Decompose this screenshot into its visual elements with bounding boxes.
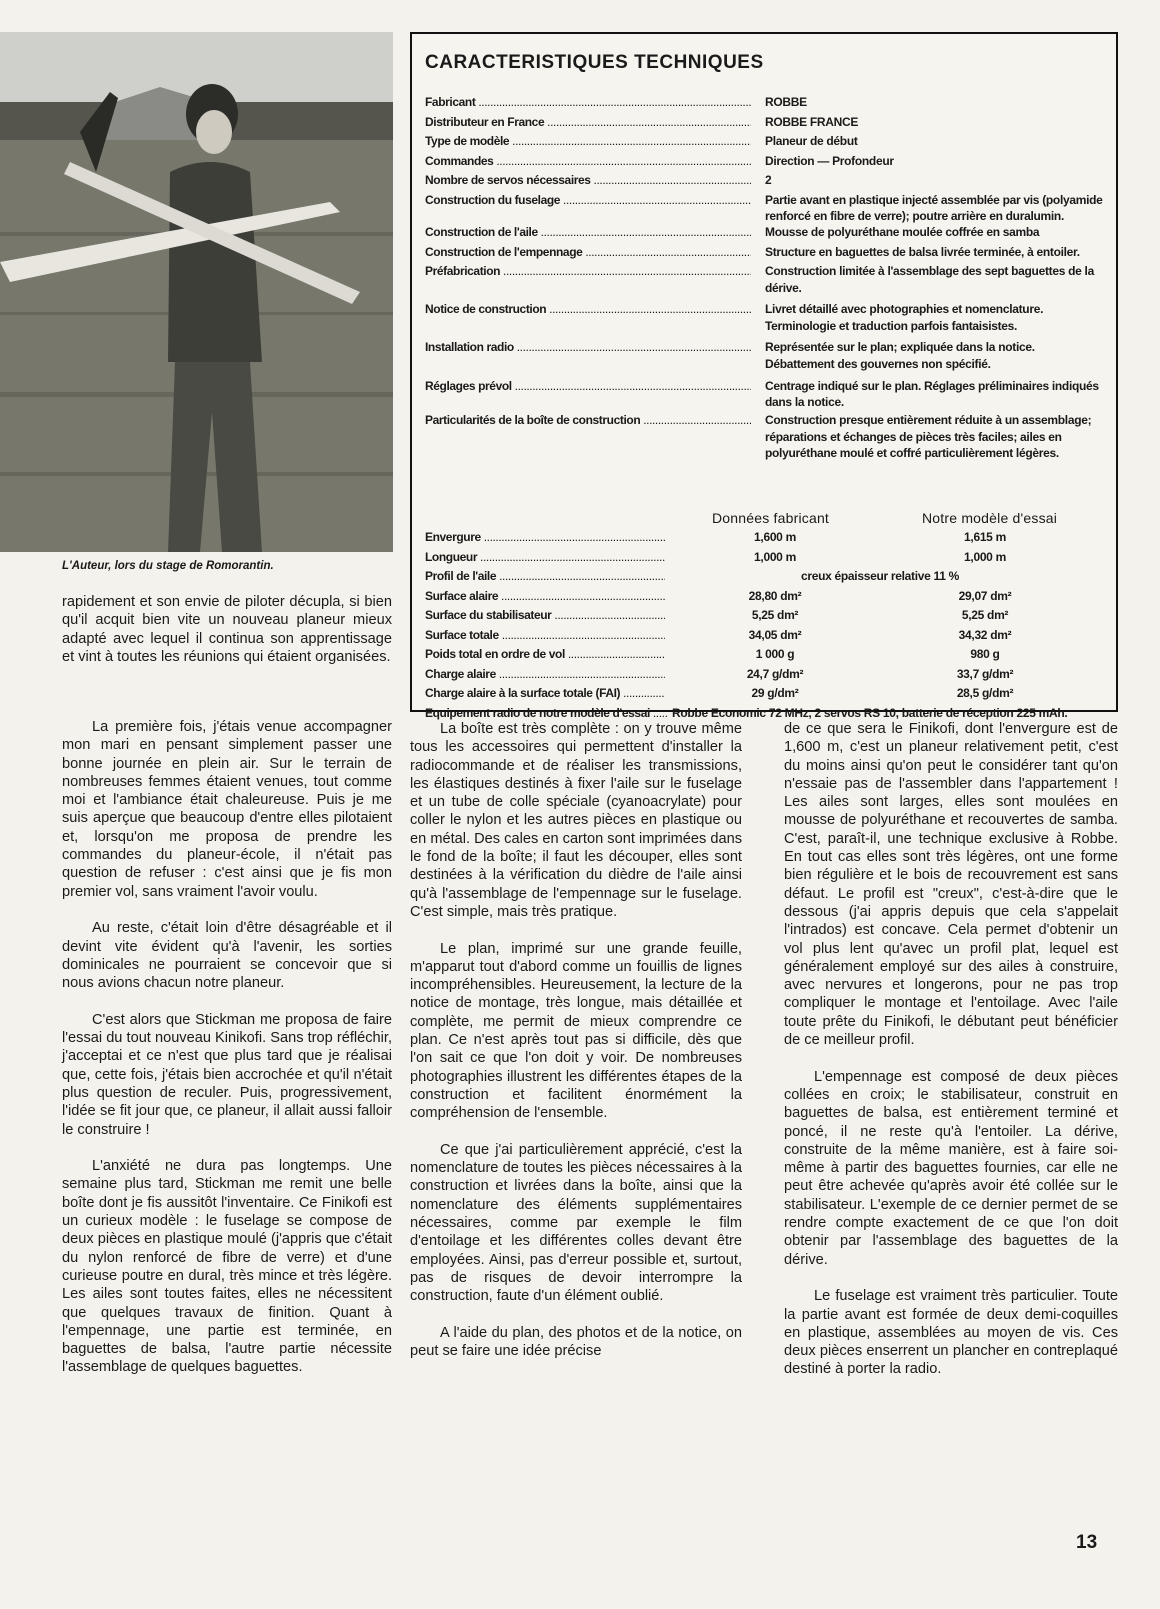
article-column-1-top bbox=[62, 593, 392, 684]
spec-value: 2 bbox=[765, 173, 772, 187]
article-paragraph: C'est alors que Stickman me proposa de faire l'essai du tout nouveau Kinikofi. Sans trop réfléchir, j'acceptai et ce n'est que plus tard que je réalisai que, cette fois, j'étais bien accrochée et qu'il n'était plus question de reculer. Puis, progressivement, l'idée se fit jour que, ce planeur, il allait aussi falloir le construire ! bbox=[62, 1011, 392, 1138]
dims-label: Surface alaire ..... bbox=[425, 589, 665, 603]
spec-row bbox=[425, 339, 1107, 372]
dims-value-manufacturer: 29 g/dm² bbox=[751, 686, 799, 700]
dims-label: Surface du stabilisateur ..... bbox=[425, 608, 665, 622]
dims-label: Charge alaire ..... bbox=[425, 667, 665, 681]
spec-label: Construction de l'aile ..... bbox=[425, 224, 751, 241]
photo-caption: L'Auteur, lors du stage de Romorantin. bbox=[62, 560, 274, 572]
article-column-1 bbox=[62, 718, 392, 1395]
article-paragraph: L'empennage est composé de deux pièces collées en croix; le stabilisateur, construit en baguettes de balsa, est entièrement terminé et poncé, il ne reste qu'à l'entoiler. La dérive, construite de la même manière, est à faire soi-même à partir des baguettes fournies, car elle ne peut être achevée qu'après avoir été collée sur le stabilisateur. L'exemple de ce dernier permet de se rendre compte exactement de ce que l'on doit obtenir par l'assemblage des baguettes de la dérive. bbox=[784, 1068, 1118, 1268]
article-paragraph: L'anxiété ne dura pas longtemps. Une semaine plus tard, Stickman me remit une belle boîte dont je fis aussitôt l'inventaire. Ce Finikofi est un curieux modèle : le fuselage se compose de deux pièces en plastique moulé (j'appris que c'était du nylon renforcé de fibre de verre) et d'une curieuse poutre en dural, très mince et très légère. Les ailes sont toutes faites, elles ne nécessitent que quelques travaux de finition. Quant à l'empennage, une partie est terminée, en baguettes de balsa, l'autre partie nécessite l'assemblage de quelques baguettes. bbox=[62, 1158, 392, 1376]
spec-value: Partie avant en plastique injecté assemblée par vis (polyamide renforcé en fibre de verre); poutre arrière en duralumin. bbox=[765, 192, 1103, 223]
spec-label: Particularités de la boîte de construction ..... bbox=[425, 412, 751, 429]
dims-label: Charge alaire à la surface totale (FAI) ..... bbox=[425, 686, 665, 700]
dims-label: Poids total en ordre de vol ..... bbox=[425, 647, 665, 661]
spec-value: ROBBE bbox=[765, 95, 807, 109]
dims-header-manufacturer: Données fabricant bbox=[712, 510, 830, 526]
spec-row bbox=[425, 94, 1107, 111]
spec-value: Livret détaillé avec photographies et nomenclature. Terminologie et traduction parfois fantaisistes. bbox=[765, 302, 1044, 333]
dims-value-test-model: 28,5 g/dm² bbox=[956, 686, 1014, 700]
spec-row bbox=[425, 172, 1107, 189]
spec-row bbox=[425, 263, 1107, 296]
dims-value-test-model: 1,615 m bbox=[964, 530, 1006, 544]
author-photo bbox=[0, 32, 393, 552]
dims-row bbox=[425, 550, 1107, 570]
dims-value-manufacturer: 1,000 m bbox=[754, 549, 796, 564]
spec-value: Structure en baguettes de balsa livrée terminée, à entoiler. bbox=[765, 244, 1080, 259]
dims-value-test-model: 1,000 m bbox=[964, 549, 1006, 564]
article-paragraph: Au reste, c'était loin d'être désagréable et il devint vite évident qu'à l'avenir, les sorties dominicales ne pourraient se concevoir que si nous avions chacun notre planeur. bbox=[62, 920, 392, 992]
spec-label: Préfabrication ..... bbox=[425, 263, 751, 280]
spec-label: Fabricant ..... bbox=[425, 94, 751, 111]
article-paragraph: La boîte est très complète : on y trouve même tous les accessoires qui permettent d'installer la radiocommande et de réaliser les transmissions, les élastiques destinés à fixer l'aile sur le fuselage et un tube de colle spéciale (cyanoacrylate) pour coller le nylon et les autres pièces en plastique ou en métal. Des cales en carton sont imprimées dans le fond de la boîte; il faut les découper, elles sont destinées à la vérification du dièdre de l'aile ainsi qu'à l'assemblage de l'empennage sur le fuselage. C'est simple, mais très pratique. bbox=[410, 721, 742, 920]
spec-row bbox=[425, 133, 1107, 150]
dims-label: Equipement radio de notre modèle d'essai ..... bbox=[425, 706, 667, 720]
spec-row bbox=[425, 301, 1107, 334]
spec-label: Distributeur en France ..... bbox=[425, 114, 751, 131]
dims-row bbox=[425, 569, 1107, 589]
dims-row bbox=[425, 686, 1107, 706]
spec-row bbox=[425, 244, 1107, 261]
article-paragraph: de ce que sera le Finikofi, dont l'envergure est de 1,600 m, c'est un planeur relativement petit, c'est du moins ainsi qu'on peut le considérer tant qu'on n'essaie pas de l'assembler dans l'appartement ! Les ailes sont larges, elles sont moulées en mousse de polyuréthane et recouvertes de samba. C'est, paraît-il, une technique exclusive à Robbe. En tout cas elles sont très légères, ont une forme bien régulière et le bois de recouvrement est sans défaut. Le profil est "creux", c'est-à-dire que le dessous (j'ai appris depuis que cela s'appelait l'intrados) est concave. Cela permet d'obtenir un vol plus lent qu'avec un profil plat, lequel est généralement employé sur des ailes à construire, avec nervures et longerons, pour ne pas trop compliquer le montage et l'entoilage. Avec l'aile toute prête du Finikofi, le débutant peut bénéficier de ce meilleur profil. bbox=[784, 721, 1118, 1049]
dims-label: Longueur ..... bbox=[425, 550, 665, 564]
page-number: 13 bbox=[1076, 1532, 1098, 1553]
dims-label: Surface totale ..... bbox=[425, 628, 665, 642]
dims-value-manufacturer: 34,05 dm² bbox=[748, 627, 802, 642]
spec-row bbox=[425, 114, 1107, 131]
dims-value-manufacturer: 5,25 dm² bbox=[751, 608, 799, 622]
dims-value-test-model: 980 g bbox=[970, 647, 1000, 661]
article-paragraph: La première fois, j'étais venue accompagner mon mari en pensant simplement passer une bonne journée en plein air. Sur le terrain de nombreuses femmes étaient venues, tout comme moi et l'ambiance était chaleureuse. Puis je me suis aperçue que beaucoup d'entre elles pilotaient et, lorsqu'on me proposa de prendre les commandes du planeur-école, il n'était pas question de refuser : c'est ainsi que je fis mon premier vol, sans vraiment l'avoir voulu. bbox=[62, 719, 392, 900]
spec-label: Notice de construction ..... bbox=[425, 301, 751, 318]
spec-label: Nombre de servos nécessaires ..... bbox=[425, 172, 751, 189]
article-column-2 bbox=[410, 720, 742, 1379]
dims-row bbox=[425, 589, 1107, 609]
dims-value-test-model: 29,07 dm² bbox=[958, 588, 1012, 603]
dims-row bbox=[425, 628, 1107, 648]
spec-label: Commandes ..... bbox=[425, 153, 751, 170]
dims-row bbox=[425, 530, 1107, 550]
dims-value-manufacturer: 28,80 dm² bbox=[748, 588, 802, 603]
spec-value: Centrage indiqué sur le plan. Réglages préliminaires indiqués dans la notice. bbox=[765, 378, 1099, 409]
spec-row bbox=[425, 412, 1107, 462]
dims-value-manufacturer: 24,7 g/dm² bbox=[746, 666, 804, 681]
spec-value: Mousse de polyuréthane moulée coffrée en samba bbox=[765, 225, 1040, 239]
article-paragraph: Le plan, imprimé sur une grande feuille, m'apparut tout d'abord comme un fouillis de lignes incompréhensibles. Heureusement, la lecture de la notice de montage, très longue, mais détaillée et complète, me permit de mieux comprendre ce plan. Ce n'est après tout pas si difficile, dès que l'on sait ce que l'on doit y voir. De nombreuses photographies illustrent les différentes étapes de la construction et facilitent énormément la compréhension de l'ensemble. bbox=[410, 940, 742, 1122]
article-paragraph: Ce que j'ai particulièrement apprécié, c'est la nomenclature de toutes les pièces nécessaires à la construction et livrées dans la boîte, ainsi que la nomenclature des éléments supplémentaires nécessaires, comme par exemple le film d'entoilage et les différentes colles devant être employées. Ainsi, pas d'erreur possible et, surtout, pas de risques de devoir interrompre la construction, faute d'un élément oublié. bbox=[410, 1141, 742, 1305]
spec-value: Construction presque entièrement réduite à un assemblage; réparations et échanges de pièces très faciles; ailes en polyuréthane moulé et coffré particulièrement légères. bbox=[765, 413, 1092, 460]
article-paragraph: A l'aide du plan, des photos et de la notice, on peut se faire une idée précise bbox=[410, 1324, 742, 1360]
spec-value: Construction limitée à l'assemblage des sept baguettes de la dérive. bbox=[765, 264, 1094, 295]
spec-row bbox=[425, 153, 1107, 170]
spec-row bbox=[425, 192, 1107, 225]
dims-table bbox=[425, 530, 1107, 725]
specs-title: CARACTERISTIQUES TECHNIQUES bbox=[425, 52, 764, 73]
dims-value-span: creux épaisseur relative 11 % bbox=[800, 569, 960, 583]
spec-label: Construction du fuselage ..... bbox=[425, 192, 751, 209]
dims-row bbox=[425, 647, 1107, 667]
dims-label: Profil de l'aile ..... bbox=[425, 569, 665, 583]
spec-row bbox=[425, 378, 1107, 411]
spec-label: Type de modèle ..... bbox=[425, 133, 751, 150]
spec-label: Réglages prévol ..... bbox=[425, 378, 751, 395]
photo-illustration bbox=[0, 32, 393, 552]
dims-value-span: Robbe Economic 72 MHz, 2 servos RS 10, batterie de réception 225 mAh. bbox=[672, 705, 1068, 720]
spec-value: ROBBE FRANCE bbox=[765, 114, 859, 129]
article-paragraph: Le fuselage est vraiment très particulier. Toute la partie avant est formée de deux demi-coquilles en plastique, assemblées au moyen de vis. Ces deux pièces enserrent un plancher en contreplaqué destiné à porter la radio. bbox=[784, 1288, 1118, 1378]
spec-label: Installation radio ..... bbox=[425, 339, 751, 356]
dims-value-manufacturer: 1 000 g bbox=[755, 647, 795, 661]
spec-label: Construction de l'empennage ..... bbox=[425, 244, 751, 261]
technical-specs-box bbox=[410, 32, 1118, 720]
spec-value: Planeur de début bbox=[765, 134, 858, 148]
article-column-3 bbox=[784, 720, 1118, 1397]
dims-value-manufacturer: 1,600 m bbox=[754, 530, 796, 544]
dims-header-test-model: Notre modèle d'essai bbox=[922, 510, 1058, 526]
dims-row bbox=[425, 608, 1107, 628]
dims-row bbox=[425, 667, 1107, 687]
dims-value-test-model: 34,32 dm² bbox=[958, 627, 1012, 642]
spec-row bbox=[425, 224, 1107, 241]
spec-value: Représentée sur le plan; expliquée dans la notice. Débattement des gouvernes non spécifié. bbox=[765, 340, 1035, 371]
dims-label: Envergure ..... bbox=[425, 530, 665, 544]
dims-value-test-model: 5,25 dm² bbox=[961, 608, 1009, 622]
dims-value-test-model: 33,7 g/dm² bbox=[956, 666, 1014, 681]
spec-value: Direction — Profondeur bbox=[765, 153, 894, 168]
article-paragraph: rapidement et son envie de piloter décupla, si bien qu'il acquit bien vite un nouveau planeur mieux adapté avec lequel il continua son apprentissage et vint à toutes les réunions qui étaient organisées. bbox=[62, 594, 392, 665]
